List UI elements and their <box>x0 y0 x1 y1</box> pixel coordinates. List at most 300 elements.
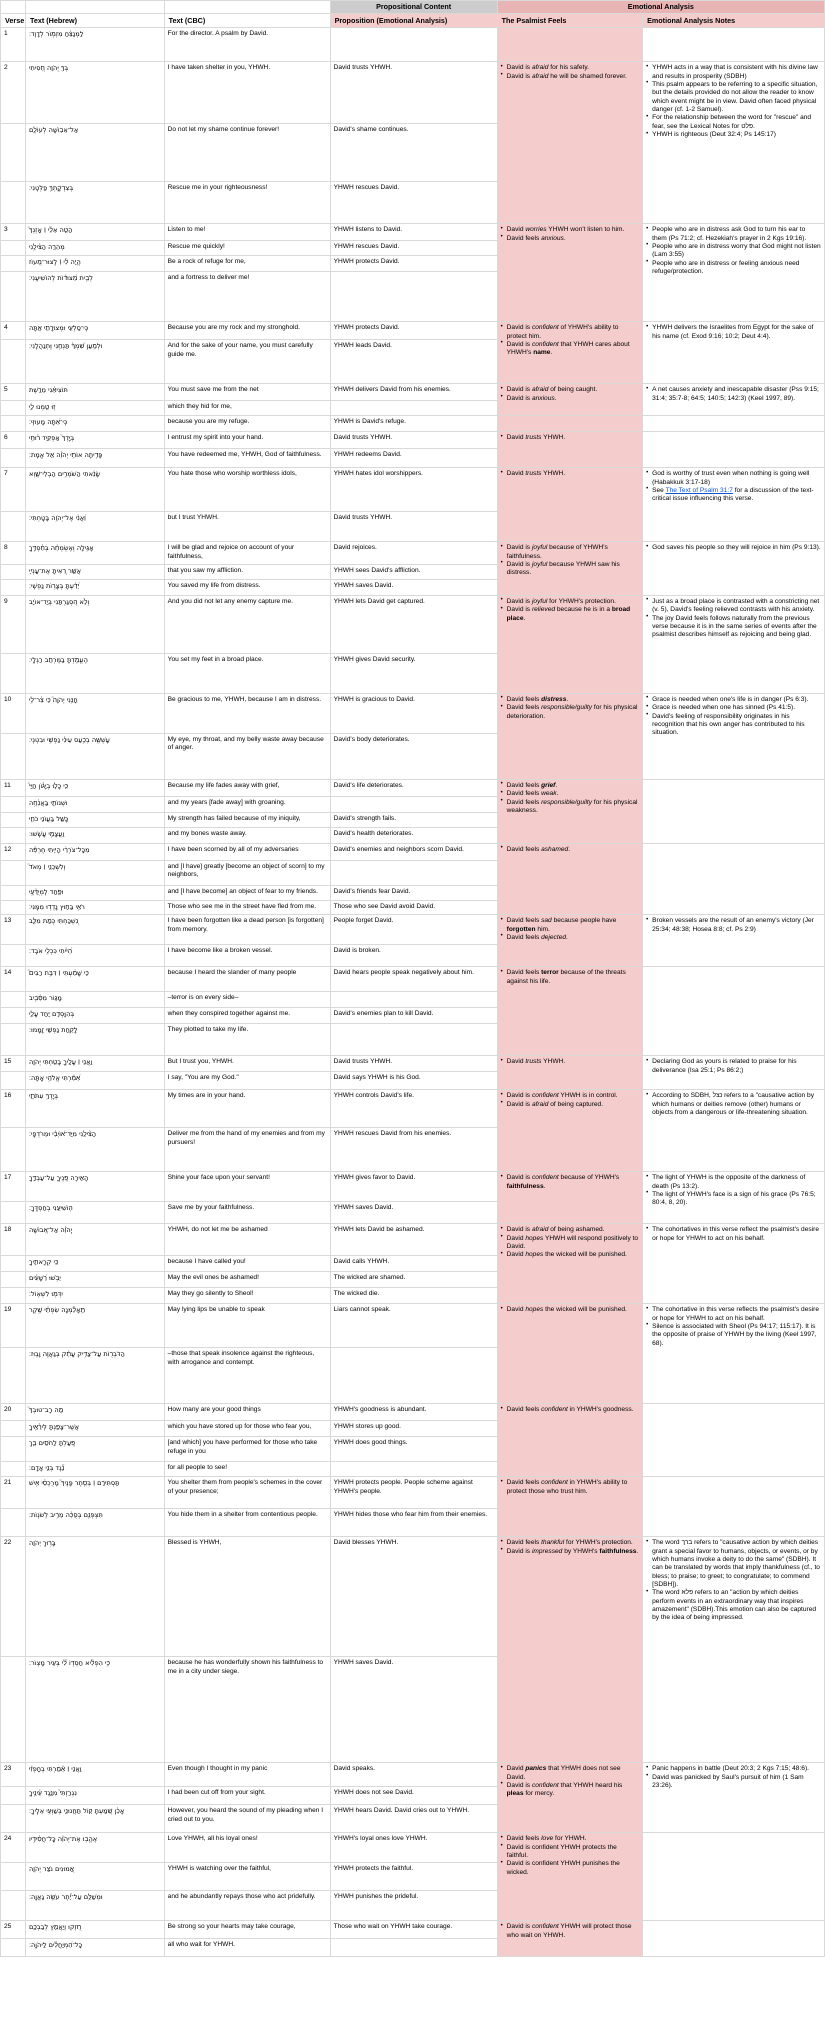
hebrew-text: בְּיָדְךָ֮ אַפְקִ֪יד ר֫וּחִ֥י <box>26 432 165 449</box>
super-header-emotional-analysis: Emotional Analysis <box>497 1 824 14</box>
emotional-notes-cell <box>643 1090 825 1172</box>
cbc-text: but I trust YHWH. <box>164 512 330 542</box>
proposition-text: David says YHWH is his God. <box>330 1072 497 1090</box>
hebrew-text: הֶעֱמַ֖דְתָּ בַמֶּרְחָ֣ב רַגְלָֽי׃ <box>26 653 165 693</box>
hebrew-text: בְּהִוָּסְדָ֣ם יַ֣חַד עָלַ֑י <box>26 1008 165 1024</box>
psalmist-feels-list <box>501 969 639 986</box>
emotional-notes-list <box>646 386 821 403</box>
verse-number <box>1 256 26 272</box>
cbc-text: My times are in your hand. <box>164 1090 330 1128</box>
verse-number <box>1 512 26 542</box>
hebrew-text: פָּ֭עַלְתָּ לַחֹסִ֣ים בָּ֑ךְ <box>26 1437 165 1462</box>
table-row <box>1 1172 825 1202</box>
cbc-text: I have become like a broken vessel. <box>164 945 330 967</box>
table-row <box>1 693 825 733</box>
proposition-text: YHWH is gracious to David. <box>330 693 497 733</box>
proposition-text: YHWH hides those who fear him from their enemies. <box>330 1509 497 1537</box>
psalmist-feels-list <box>501 846 639 854</box>
proposition-text: YHWH saves David. <box>330 1202 497 1224</box>
verse-number: 20 <box>1 1404 26 1421</box>
psalmist-feels-cell <box>497 432 642 468</box>
psalmist-feels-cell <box>497 224 642 322</box>
hebrew-text: מְהֵרָ֢ה הַצִּ֫ילֵ֥נִי <box>26 241 165 256</box>
cbc-text: YHWH, do not let me be ashamed <box>164 1224 330 1256</box>
hebrew-text: כָּשַׁ֣ל בַּעֲוֺנִ֣י כֹחִ֑י <box>26 812 165 827</box>
proposition-text: YHWH gives favor to David. <box>330 1172 497 1202</box>
psalmist-feels-list <box>501 226 639 243</box>
cbc-text: You hide them in a shelter from contentious people. <box>164 1509 330 1537</box>
cbc-text: which they hid for me, <box>164 401 330 416</box>
bullet-item: • David feels grief. <box>501 782 639 790</box>
super-header-row <box>1 1 825 14</box>
cbc-text: for all people to see! <box>164 1462 330 1477</box>
emotional-notes-cell <box>643 1172 825 1224</box>
bullet-item: • The word פלא refers to an "action by which deities perform events in an extraordinary way that inspires amazement" (SDBH).This emotion can also be captured by the idea of being impressed. <box>646 1589 821 1622</box>
cbc-text: Even though I thought in my panic <box>164 1763 330 1787</box>
column-header-psalmist-feels: The Psalmist Feels <box>497 14 642 28</box>
hebrew-text: מָ֤ה רַֽב־טוּבְךָ֮ <box>26 1404 165 1421</box>
bullet-item: • YHWH is righteous (Deut 32:4; Ps 145:17) <box>646 131 821 139</box>
bullet-item: • David's feeling of responsibility originates in his recognition that his own anger has contributed to his situation. <box>646 713 821 738</box>
cbc-text: I say, "You are my God." <box>164 1072 330 1090</box>
hebrew-text: אַל־אֵב֣וֹשָׁה לְעוֹלָ֑ם <box>26 124 165 182</box>
bullet-item: • David feels responsible/guilty for his physical deterioration. <box>501 704 639 721</box>
hebrew-text: לְבֵ֥ית מְ֝צוּד֗וֹת לְהוֹשִׁיעֵֽנִי׃ <box>26 272 165 322</box>
proposition-text: YHWH delivers David from his enemies. <box>330 384 497 401</box>
hebrew-text: אֲשֶׁ֣ר רָ֭אִיתָ אֶת־עׇנְיִ֑י <box>26 564 165 579</box>
psalmist-feels-cell <box>497 779 642 843</box>
column-header-verse: Verse <box>1 14 26 28</box>
bullet-item: • David hopes YHWH will respond positively to David. <box>501 1235 639 1252</box>
verse-number: 12 <box>1 843 26 860</box>
emotional-notes-cell <box>643 595 825 693</box>
cbc-text: Because you are my rock and my stronghold. <box>164 322 330 340</box>
verse-number <box>1 241 26 256</box>
cbc-text: May the evil ones be ashamed! <box>164 1272 330 1288</box>
verse-number <box>1 272 26 322</box>
cbc-text: May lying lips be unable to speak <box>164 1304 330 1348</box>
psalmist-feels-list <box>501 1226 639 1259</box>
cbc-text: and a fortress to deliver me! <box>164 272 330 322</box>
hebrew-text: וּשְׁנוֹתַ֢י בַּאֲנָ֫חָ֥ה <box>26 796 165 812</box>
proposition-text: YHWH hates idol worshippers. <box>330 468 497 512</box>
bullet-item: • People who are in distress worry that God might not listen (Lam 3:55) <box>646 243 821 260</box>
bullet-item: • David trusts YHWH. <box>501 470 639 478</box>
hebrew-text: יָ֝דַ֗עְתָּ בְּצָר֥וֹת נַפְשִֽׁי׃ <box>26 579 165 595</box>
proposition-text <box>330 1024 497 1056</box>
hebrew-text: וַאֲנִ֤י ׀ אָ֘מַ֤רְתִּי בְחׇפְזִ֗י <box>26 1763 165 1787</box>
cbc-text: Be gracious to me, YHWH, because I am in distress. <box>164 693 330 733</box>
verse-number: 21 <box>1 1477 26 1509</box>
bullet-item: • David feels love for YHWH. <box>501 1835 639 1843</box>
proposition-text <box>330 860 497 885</box>
cbc-text: all who wait for YHWH. <box>164 1939 330 1957</box>
cbc-text: and he abundantly repays those who act pridefully. <box>164 1891 330 1921</box>
hebrew-text: תּוֹצִיאֵ֗נִי מֵרֶ֣שֶׁת <box>26 384 165 401</box>
cbc-text: which you have stored up for those who fear you, <box>164 1421 330 1437</box>
table-row <box>1 1921 825 1939</box>
cbc-text: However, you heard the sound of my pleading when I cried out to you. <box>164 1805 330 1833</box>
hebrew-text: בָּר֥וּךְ יְהֹוָ֑ה <box>26 1537 165 1657</box>
bullet-item: • According to SDBH, נצל refers to a "causative action by which humans or deities remove (other) humans or objects from a dangerous or life-threatening situation. <box>646 1092 821 1117</box>
cbc-text: Do not let my shame continue forever! <box>164 124 330 182</box>
hebrew-text: בְּךָ֖ יְהֹוָ֣ה חָ֭סִיתִי <box>26 62 165 124</box>
bullet-item: • David feels distress. <box>501 696 639 704</box>
proposition-text: YHWH saves David. <box>330 1657 497 1763</box>
emotional-notes-cell <box>643 1304 825 1404</box>
hebrew-text: לַמְנַצֵּ֗חַ מִזְמ֥וֹר לְדָוִֽד׃ <box>26 28 165 62</box>
hebrew-text: וְלֹ֣א הִ֭סְגַּרְתַּנִי בְּיַד־אוֹיֵ֑ב <box>26 595 165 653</box>
proposition-text: YHWH saves David. <box>330 579 497 595</box>
bullet-item: • David is confident that YHWH cares about YHWH's name. <box>501 341 639 358</box>
proposition-text: YHWH leads David. <box>330 340 497 384</box>
verse-number <box>1 1657 26 1763</box>
cbc-text: Rescue me quickly! <box>164 241 330 256</box>
bullet-item: • David is confident YHWH protects the faithful. <box>501 1844 639 1861</box>
verse-number: 15 <box>1 1056 26 1072</box>
table-row <box>1 915 825 945</box>
table-row <box>1 1477 825 1509</box>
hebrew-text: אָכֵ֗ן שָׁ֭מַעְתָּ ק֣וֹל תַּחֲנוּנַ֑י בְּשַׁוְּעִ֥י אֵלֶֽיךָ׃ <box>26 1805 165 1833</box>
table-row <box>1 967 825 992</box>
psalmist-feels-cell <box>497 843 642 914</box>
table-row <box>1 542 825 565</box>
psalmist-feels-cell <box>497 28 642 62</box>
cbc-text: Blessed is YHWH, <box>164 1537 330 1657</box>
verse-number: 8 <box>1 542 26 565</box>
hebrew-text: וַאֲנִ֤י ׀ עָלֶ֣יךָ בָטַ֣חְתִּי יְהֹוָ֑ה <box>26 1056 165 1072</box>
bullet-item: • David feels anxious. <box>501 235 639 243</box>
proposition-text: David's body deteriorates. <box>330 733 497 779</box>
bullet-item: • The joy David feels follows naturally from the previous verse because it is in the same series of events after the psalmist describes himself as rejoicing and being glad. <box>646 615 821 640</box>
cbc-text: Be a rock of refuge for me, <box>164 256 330 272</box>
emotional-notes-list <box>646 470 821 503</box>
emotional-notes-cell <box>643 322 825 384</box>
super-header-blank-cbc <box>164 1 330 14</box>
verse-number <box>1 796 26 812</box>
bullet-item: • God saves his people so they will rejoice in him (Ps 9:13). <box>646 544 821 552</box>
proposition-text: David trusts YHWH. <box>330 1056 497 1072</box>
bullet-item: • YHWH delivers the Israelites from Egypt for the sake of his name (cf. Exod 9:16; 10:2; Deut 4:4). <box>646 324 821 341</box>
hebrew-text: תַּסְתִּירֵ֤ם ׀ בְּסֵ֥תֶר פָּנֶיךָ֮ מֵֽרֻכְסֵ֫י אִ֥ישׁ <box>26 1477 165 1509</box>
hebrew-text: שָׂנֵ֗אתִי הַשֹּׁמְרִ֥ים הַבְלֵי־שָׁ֑וְא <box>26 468 165 512</box>
table-row <box>1 1537 825 1657</box>
cbc-text: because you are my refuge. <box>164 416 330 432</box>
emotional-notes-cell <box>643 1833 825 1921</box>
cbc-text: But I trust you, YHWH. <box>164 1056 330 1072</box>
hebrew-text: עָשְׁשָׁ֖ה בְכַ֥עַס עֵינִ֗י נַפְשִׁ֥י וּבִטְנִֽי׃ <box>26 733 165 779</box>
verse-number <box>1 885 26 900</box>
proposition-text: YHWH protects David. <box>330 256 497 272</box>
bullet-item: • David feels dejected. <box>501 934 639 942</box>
psalmist-feels-list <box>501 1058 639 1066</box>
verse-number: 24 <box>1 1833 26 1863</box>
proposition-text: David trusts YHWH. <box>330 432 497 449</box>
hebrew-text: כִּ֤י כָל֪וּ בְיָג֡וֹן חַיַּי֮ <box>26 779 165 796</box>
proposition-text: Those who wait on YHWH take courage. <box>330 1921 497 1939</box>
verse-number <box>1 1805 26 1833</box>
cbc-text: I have taken shelter in you, YHWH. <box>164 62 330 124</box>
psalmist-feels-list <box>501 1765 639 1798</box>
hebrew-text: נִגְרַזְתִּי֮ מִנֶּ֢גֶד עֵ֫ינֶ֥יךָ <box>26 1787 165 1805</box>
verse-number: 23 <box>1 1763 26 1787</box>
verse-number <box>1 1128 26 1172</box>
cbc-text: Rescue me in your righteousness! <box>164 182 330 224</box>
hebrew-text: וַעֲצָמַ֥י עָשֵֽׁשׁוּ׃ <box>26 827 165 843</box>
verse-number <box>1 449 26 468</box>
cbc-text: Save me by your faithfulness. <box>164 1202 330 1224</box>
bullet-item: • David feels responsible/guilty for his physical weakness. <box>501 799 639 816</box>
cbc-text: Because my life fades away with grief, <box>164 779 330 796</box>
verse-number: 6 <box>1 432 26 449</box>
psalmist-feels-cell <box>497 1172 642 1224</box>
psalmist-feels-list <box>501 917 639 942</box>
emotional-notes-cell <box>643 1921 825 1957</box>
cbc-text: For the director. A psalm by David. <box>164 28 330 62</box>
proposition-text: David's enemies and neighbors scorn David. <box>330 843 497 860</box>
verse-number <box>1 1288 26 1304</box>
verse-number <box>1 1462 26 1477</box>
proposition-text <box>330 992 497 1008</box>
hebrew-text: חׇנֵּ֥נִי יְהֹוָה֮ כִּ֤י צַ֫ר־לִ֥י <box>26 693 165 733</box>
proposition-text: David's strength fails. <box>330 812 497 827</box>
proposition-text <box>330 1462 497 1477</box>
cbc-text: I entrust my spirit into your hand. <box>164 432 330 449</box>
psalmist-feels-cell <box>497 322 642 384</box>
hebrew-text: בְּצִדְקָתְךָ֥ פַלְּטֵֽנִי׃ <box>26 182 165 224</box>
psalmist-feels-list <box>501 696 639 721</box>
emotional-notes-cell <box>643 62 825 224</box>
column-header-row <box>1 14 825 28</box>
psalmist-feels-cell <box>497 915 642 967</box>
proposition-text <box>330 401 497 416</box>
emotional-notes-cell <box>643 224 825 322</box>
emotional-notes-list <box>646 1092 821 1117</box>
bullet-item: • David is relieved because he is in a broad place. <box>501 606 639 623</box>
emotional-notes-cell <box>643 384 825 416</box>
cbc-text: And you did not let any enemy capture me. <box>164 595 330 653</box>
cbc-text: Love YHWH, all his loyal ones! <box>164 1833 330 1863</box>
bullet-item: • People who are in distress or feeling anxious need refuge/protection. <box>646 260 821 277</box>
hebrew-text: יִדְּמ֥וּ לִשְׁאֽוֹל׃ <box>26 1288 165 1304</box>
proposition-text: David trusts YHWH. <box>330 62 497 124</box>
bullet-item: • David feels weak. <box>501 790 639 798</box>
psalmist-feels-list <box>501 386 639 403</box>
proposition-text: YHWH does not see David. <box>330 1787 497 1805</box>
bullet-item: • David was panicked by Saul's pursuit of him (1 Sam 23:26). <box>646 1774 821 1791</box>
bullet-item: • David panics that YHWH does not see David. <box>501 1765 639 1782</box>
proposition-text: YHWH redeems David. <box>330 449 497 468</box>
verse-number <box>1 992 26 1008</box>
verse-number <box>1 1008 26 1024</box>
psalmist-feels-list <box>501 598 639 623</box>
cbc-text: May they go silently to Sheol! <box>164 1288 330 1304</box>
psalmist-feels-list <box>501 1539 639 1556</box>
super-header-propositional-content: Propositional Content <box>330 1 497 14</box>
proposition-text: David's life deteriorates. <box>330 779 497 796</box>
psalmist-feels-cell <box>497 62 642 224</box>
hebrew-text: הֱיֵ֤ה לִ֨י ׀ לְֽצוּר־מָ֭עוֹז <box>26 256 165 272</box>
verse-number <box>1 1348 26 1404</box>
bullet-item: • David is confident YHWH will protect those who wait on YHWH. <box>501 1923 639 1940</box>
bullet-item: • Just as a broad place is contrasted with a constricting net (v. 5), David's feeling relieved contrasts with his anxiety. <box>646 598 821 615</box>
emotional-notes-cell <box>643 693 825 779</box>
verse-number <box>1 564 26 579</box>
proposition-text: David is broken. <box>330 945 497 967</box>
cbc-text: [and which] you have performed for those who take refuge in you <box>164 1437 330 1462</box>
verse-number <box>1 401 26 416</box>
verse-number <box>1 1939 26 1957</box>
hebrew-text: כִּ֥י הִפְלִ֘יא חַסְדּ֥וֹ לִ֝֗י בְּעִ֣יר מָצֽוֹר׃ <box>26 1657 165 1763</box>
verse-number <box>1 579 26 595</box>
cbc-text: –those that speak insolence against the righteous, with arrogance and contempt. <box>164 1348 330 1404</box>
table-row <box>1 1224 825 1256</box>
verse-number <box>1 1787 26 1805</box>
bullet-item: • David hopes the wicked will be punished. <box>501 1251 639 1259</box>
bullet-item: • David feels terror because of the threats against his life. <box>501 969 639 986</box>
table-row <box>1 28 825 62</box>
column-header-text-hebrew: Text (Hebrew) <box>26 14 165 28</box>
cbc-text: and my years [fade away] with groaning. <box>164 796 330 812</box>
psalmist-feels-cell <box>497 1404 642 1477</box>
bullet-item: • David is joyful for YHWH's protection. <box>501 598 639 606</box>
psalmist-feels-cell <box>497 1833 642 1921</box>
proposition-text: David hears people speak negatively about him. <box>330 967 497 992</box>
verse-number: 10 <box>1 693 26 733</box>
proposition-text: David rejoices. <box>330 542 497 565</box>
hebrew-text: ה֖וֹשִׁיעֵ֣נִי בְחַסְדֶּֽךָ׃ <box>26 1202 165 1224</box>
proposition-text <box>330 272 497 322</box>
verse-number: 9 <box>1 595 26 653</box>
verse-number: 17 <box>1 1172 26 1202</box>
emotional-notes-cell <box>643 1537 825 1763</box>
verse-number <box>1 827 26 843</box>
verse-number <box>1 1272 26 1288</box>
emotional-notes-list <box>646 1765 821 1790</box>
hebrew-text: מִכׇּל־צֹרְרַ֨י הָיִ֪יתִי חֶרְפָּ֡ה <box>26 843 165 860</box>
emotional-notes-cell <box>643 432 825 468</box>
verse-number <box>1 653 26 693</box>
bullet-item: • The light of YHWH's face is a sign of his grace (Ps 76:5; 80:4, 8, 20). <box>646 1191 821 1208</box>
proposition-text <box>330 28 497 62</box>
hebrew-text: וְלִשְׁכֵנַ֤י ׀ מְאֹד֮ <box>26 860 165 885</box>
hebrew-text: וּלְמַ֥עַן שִׁ֝מְךָ֗ תַּנְחֵ֥נִי וּֽתְנַהֲלֵֽנִי׃ <box>26 340 165 384</box>
table-row <box>1 416 825 432</box>
cbc-text: Deliver me from the hand of my enemies and from my pursuers! <box>164 1128 330 1172</box>
cbc-text: because I have called you! <box>164 1256 330 1272</box>
emotional-notes-list <box>646 64 821 139</box>
psalmist-feels-list <box>501 544 639 577</box>
emotional-notes-cell <box>643 468 825 542</box>
verse-number <box>1 1024 26 1056</box>
cbc-text: Be strong so your hearts may take courage, <box>164 1921 330 1939</box>
bullet-item: • David is confident YHWH punishes the wicked. <box>501 1860 639 1877</box>
hebrew-text: כִּֽי־אַ֝תָּה מָעוּזִּֽי׃ <box>26 416 165 432</box>
psalmist-feels-cell <box>497 693 642 779</box>
verse-number <box>1 1891 26 1921</box>
emotional-notes-cell <box>643 1056 825 1090</box>
proposition-text: YHWH controls David's life. <box>330 1090 497 1128</box>
proposition-text <box>330 1939 497 1957</box>
table-row <box>1 62 825 124</box>
bullet-item: • David is confident because of YHWH's faithfulness. <box>501 1174 639 1191</box>
table-row <box>1 468 825 512</box>
table-row <box>1 843 825 860</box>
table-row <box>1 1090 825 1128</box>
bullet-item: • David is afraid of being caught. <box>501 386 639 394</box>
psalmist-feels-cell <box>497 1304 642 1404</box>
verse-number: 18 <box>1 1224 26 1256</box>
psalmist-feels-cell <box>497 1090 642 1172</box>
psalmist-feels-cell <box>497 1224 642 1304</box>
bullet-item: • David is joyful because YHWH saw his distress. <box>501 561 639 578</box>
bullet-item: • David is confident of YHWH's ability to protect him. <box>501 324 639 341</box>
proposition-text: David speaks. <box>330 1763 497 1787</box>
bullet-item: • David feels thankful for YHWH's protection. <box>501 1539 639 1547</box>
bullet-item: • Grace is needed when one's life is in danger (Ps 6:3). <box>646 696 821 704</box>
psalmist-feels-cell <box>497 468 642 542</box>
psalmist-feels-list <box>501 1479 639 1496</box>
column-header-text-cbc: Text (CBC) <box>164 14 330 28</box>
emotional-notes-list <box>646 544 821 552</box>
verse-number <box>1 860 26 885</box>
proposition-text: David's shame continues. <box>330 124 497 182</box>
psalmist-feels-cell <box>497 1763 642 1833</box>
proposition-text: YHWH's goodness is abundant. <box>330 1404 497 1421</box>
psalmist-feels-list <box>501 1835 639 1877</box>
hebrew-text: אֱ֭מוּנִים נֹצֵ֣ר יְהֹוָ֑ה <box>26 1863 165 1891</box>
emotional-notes-cell <box>643 542 825 596</box>
proposition-text: Those who see David avoid David. <box>330 900 497 914</box>
cbc-text: You must save me from the net <box>164 384 330 401</box>
bullet-item: • God is worthy of trust even when nothing is going well (Habakkuk 3:17-18) <box>646 470 821 487</box>
hebrew-text: מָג֢וֹר מִסָּ֫בִ֥יב <box>26 992 165 1008</box>
table-row <box>1 1833 825 1863</box>
bullet-item: • The cohortative in this verse reflects the psalmist's desire or hope for YHWH to act on his behalf. <box>646 1306 821 1323</box>
bullet-item: • David is afraid for his safety. <box>501 64 639 72</box>
cbc-text: –terror is on every side– <box>164 992 330 1008</box>
emotional-notes-list <box>646 324 821 341</box>
hebrew-text: וּמְשַׁלֵּ֥ם עַל־יֶ֝֗תֶר עֹשֵׂ֥ה גַאֲוָֽה׃ <box>26 1891 165 1921</box>
proposition-text: The wicked die. <box>330 1288 497 1304</box>
emotional-notes-list <box>646 1306 821 1348</box>
hebrew-text: כִּ֣י קְרָאתִ֑יךָ <box>26 1256 165 1272</box>
verse-number <box>1 900 26 914</box>
proposition-text: David trusts YHWH. <box>330 512 497 542</box>
psalmist-feels-cell <box>497 384 642 416</box>
proposition-text: YHWH sees David's affliction. <box>330 564 497 579</box>
bullet-item: • People who are in distress ask God to turn his ear to them (Ps 71:2; cf. Hezekiah's prayer in 2 Kgs 19:16). <box>646 226 821 243</box>
proposition-text: YHWH protects David. <box>330 322 497 340</box>
bullet-item: • David trusts YHWH. <box>501 1058 639 1066</box>
emotional-notes-list <box>646 1058 821 1075</box>
cbc-text: And for the sake of your name, you must carefully guide me. <box>164 340 330 384</box>
psalmist-feels-cell <box>497 595 642 693</box>
cbc-text: How many are your good things <box>164 1404 330 1421</box>
verse-number: 4 <box>1 322 26 340</box>
emotional-notes-list <box>646 917 821 934</box>
hebrew-text: וַ֝אֲנִ֗י אֶל־יְהֹוָ֥ה בָּטָֽחְתִּי׃ <box>26 512 165 542</box>
cbc-text: You shelter them from people's schemes in the cover of your presence; <box>164 1477 330 1509</box>
proposition-text: YHWH stores up good. <box>330 1421 497 1437</box>
verse-number <box>1 1202 26 1224</box>
psalmist-feels-list <box>501 1174 639 1191</box>
bullet-item: • David is impressed by YHWH's faithfulness. <box>501 1548 639 1556</box>
hebrew-text: כִּ֤י שָׁמַ֨עְתִּי ׀ דִּבַּ֥ת רַבִּים֮ <box>26 967 165 992</box>
hebrew-text: רֹאַ֥י בַּח֑וּץ נָדְד֥וּ מִמֶּֽנִּי׃ <box>26 900 165 914</box>
hebrew-text: חִ֭זְקוּ וְיַאֲמֵ֣ץ לְבַבְכֶ֑ם <box>26 1921 165 1939</box>
verse-number <box>1 1256 26 1272</box>
